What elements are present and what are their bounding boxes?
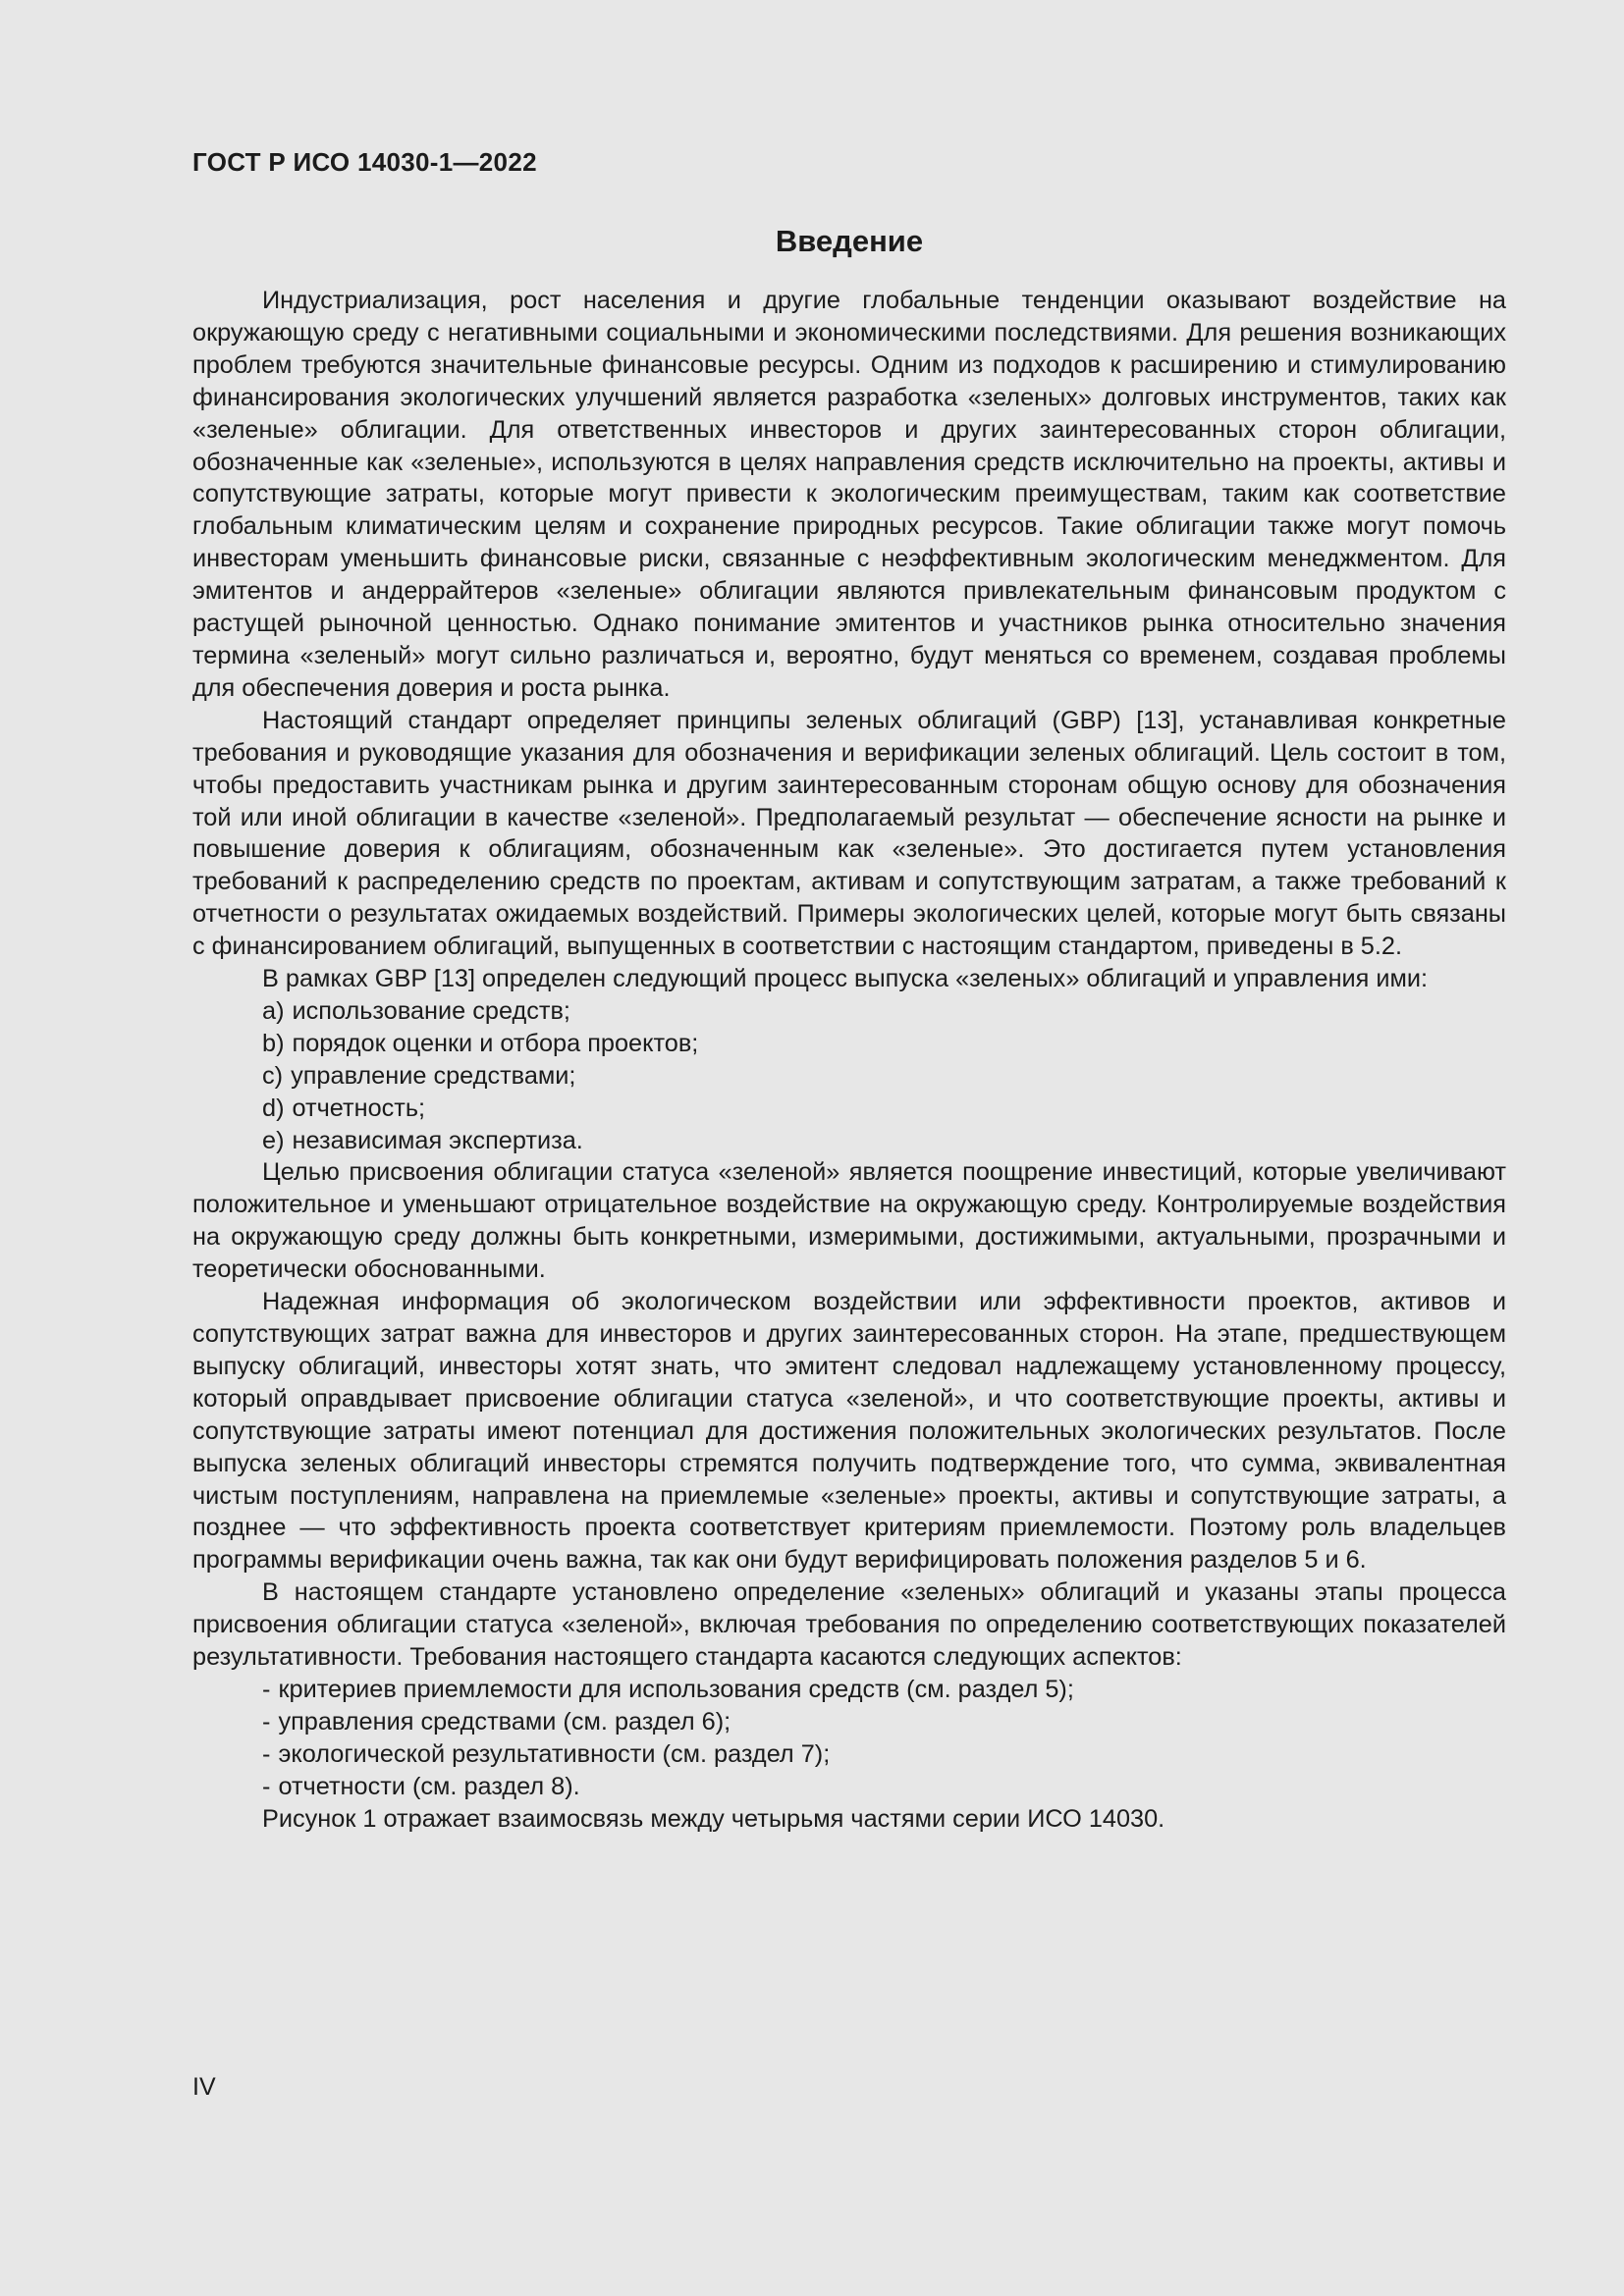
- list-marker: -: [262, 1739, 271, 1768]
- list-item-text: критериев приемлемости для использования средств (см. раздел 5);: [278, 1675, 1074, 1703]
- list-item-text: управление средствами;: [291, 1061, 576, 1090]
- list-item-text: экологической результативности (см. раздел 7);: [278, 1739, 831, 1768]
- list-item: [192, 1093, 1506, 1125]
- list-item: [192, 1125, 1506, 1157]
- list-item-text: использование средств;: [292, 996, 570, 1025]
- list-item: [192, 1771, 1506, 1803]
- document-body: [192, 285, 1506, 1836]
- list-marker: -: [262, 1707, 271, 1735]
- list-marker: c): [262, 1061, 284, 1090]
- list-item-text: отчетности (см. раздел 8).: [278, 1772, 580, 1800]
- list-item-text: независимая экспертиза.: [292, 1126, 583, 1154]
- list-marker: a): [262, 996, 285, 1025]
- list-marker: e): [262, 1126, 285, 1154]
- list-item-text: управления средствами (см. раздел 6);: [278, 1707, 731, 1735]
- paragraph-intro-3: В рамках GBP [13] определен следующий процесс выпуска «зеленых» облигаций и управления ими:: [262, 965, 1429, 993]
- list-marker: d): [262, 1094, 285, 1122]
- paragraph-intro-1: Индустриализация, рост населения и другие глобальные тенденции оказывают воздействие на окружающую среду с негативными социальными и экономическими последствиями. Для решения возникающих проблем требуются значительные финансовые ресурсы. Одним из подходов к расширению и стимулированию финансирования экологических улучшений является разработка «зеленых» долговых инструментов, таких как «зеленые» облигации. Для ответственных инвесторов и других заинтересованных сторон облигации, обозначенные как «зеленые», используются в целях направления средств исключительно на проекты, активы и сопутствующие затраты, которые могут привести к экологическим преимуществам, таким как соответствие глобальным климатическим целям и сохранение природных ресурсов. Такие облигации также могут помочь инвесторам уменьшить финансовые риски, связанные с неэффективным экологическим менеджментом. Для эмитентов и андеррайтеров «зеленые» облигации являются привлекательным финансовым продуктом с растущей рыночной ценностью. Однако понимание эмитентов и участников рынка относительно значения термина «зеленый» могут сильно различаться и, вероятно, будут меняться со временем, создавая проблемы для обеспечения доверия и роста рынка.: [192, 287, 1506, 702]
- list-item-text: порядок оценки и отбора проектов;: [292, 1029, 699, 1057]
- list-item: [192, 1738, 1506, 1771]
- page-number: IV: [192, 2073, 216, 2101]
- list-item-text: отчетность;: [292, 1094, 426, 1122]
- list-marker: -: [262, 1675, 271, 1703]
- document-header: ГОСТ Р ИСО 14030-1—2022: [192, 147, 537, 177]
- paragraph-figure-ref: Рисунок 1 отражает взаимосвязь между четырьмя частями серии ИСО 14030.: [262, 1804, 1165, 1833]
- paragraph-intro-2: Настоящий стандарт определяет принципы зеленых облигаций (GBP) [13], устанавливая конкретные требования и руководящие указания для обозначения и верификации зеленых облигаций. Цель состоит в том, чтобы предоставить участникам рынка и другим заинтересованным сторонам общую основу для обозначения той или иной облигации в качестве «зеленой». Предполагаемый результат — обеспечение ясности на рынке и повышение доверия к облигациям, обозначенным как «зеленые». Это достигается путем установления требований к распределению средств по проектам, активам и сопутствующим затратам, а также требований к отчетности о результатах ожидаемых воздействий. Примеры экологических целей, которые могут быть связаны с финансированием облигаций, выпущенных в соответствии с настоящим стандартом, приведены в 5.2.: [192, 706, 1506, 961]
- list-item: [192, 995, 1506, 1028]
- list-item: [192, 1706, 1506, 1738]
- list-marker: b): [262, 1029, 285, 1057]
- paragraph-goal: Целью присвоения облигации статуса «зеленой» является поощрение инвестиций, которые увеличивают положительное и уменьшают отрицательное воздействие на окружающую среду. Контролируемые воздействия на окружающую среду должны быть конкретными, измеримыми, достижимыми, актуальными, прозрачными и теоретически обоснованными.: [192, 1158, 1506, 1284]
- paragraph-reliable-info: Надежная информация об экологическом воздействии или эффективности проектов, активов и сопутствующих затрат важна для инвесторов и других заинтересованных сторон. На этапе, предшествующем выпуску облигаций, инвесторы хотят знать, что эмитент следовал надлежащему установленному процессу, который оправдывает присвоение облигации статуса «зеленой», и что соответствующие проекты, активы и сопутствующие затраты имеют потенциал для достижения положительных экологических результатов. После выпуска зеленых облигаций инвесторы стремятся получить подтверждение того, что сумма, эквивалентная чистым поступлениям, направлена на приемлемые «зеленые» проекты, активы и сопутствующие затраты, а позднее — что эффективность проекта соответствует критериям приемлемости. Поэтому роль владельцев программы верификации очень важна, так как они будут верифицировать положения разделов 5 и 6.: [192, 1288, 1506, 1575]
- section-title: Введение: [775, 224, 924, 258]
- list-marker: -: [262, 1772, 271, 1800]
- list-item: [192, 1028, 1506, 1060]
- aspects-list: [192, 1674, 1506, 1803]
- paragraph-scope: В настоящем стандарте установлено определение «зеленых» облигаций и указаны этапы процесса присвоения облигации статуса «зеленой», включая требования по определению соответствующих показателей результативности. Требования настоящего стандарта касаются следующих аспектов:: [192, 1578, 1506, 1672]
- list-item: [192, 1060, 1506, 1093]
- process-list: [192, 995, 1506, 1157]
- list-item: [192, 1674, 1506, 1706]
